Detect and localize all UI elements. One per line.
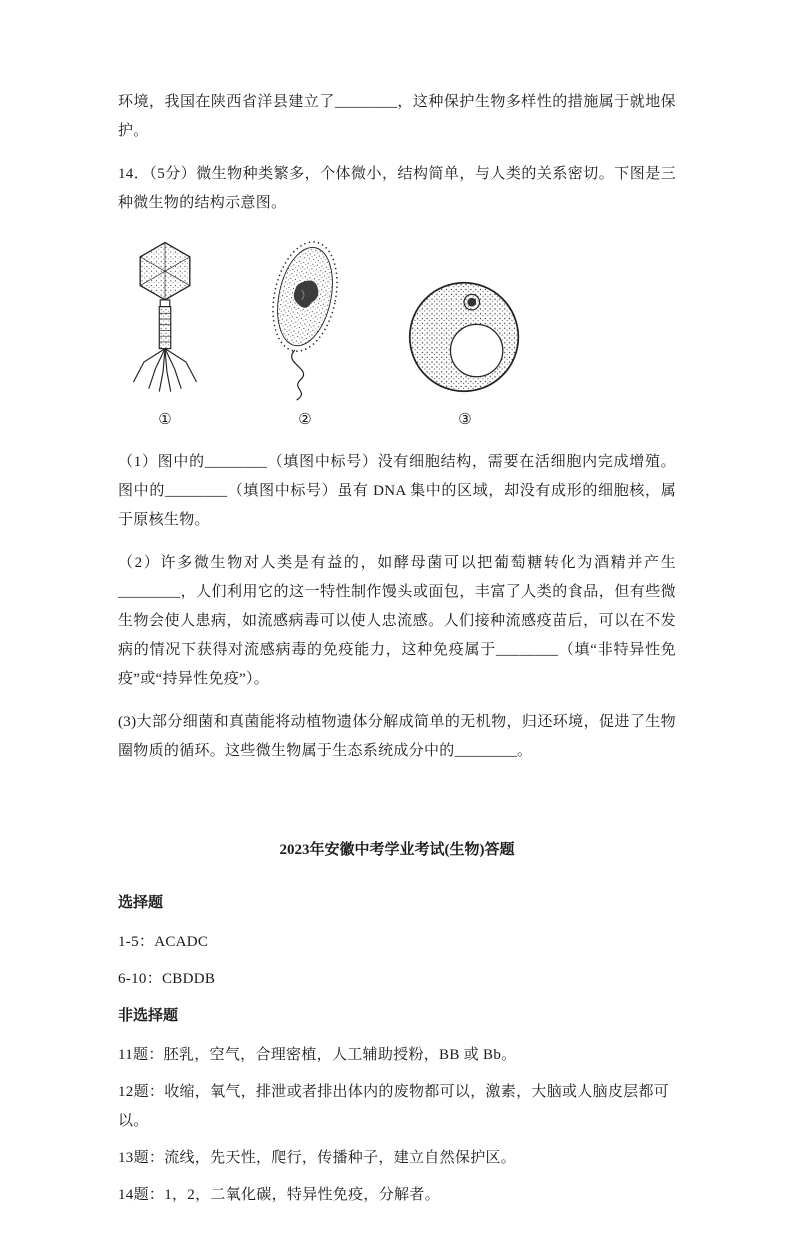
answer-line-13: 13题：流线，先天性，爬行，传播种子，建立自然保护区。 xyxy=(118,1150,517,1166)
question-14-part-2: （2）许多微生物对人类是有益的，如酵母菌可以把葡萄糖转化为酒精并产生________，人们利用它的这一特性制作馒头或面包，丰富了人类的食品，但有些微生物会使人患病，如流感病毒可以使人忠流感。人们接种流感疫苗后，可以在不发病的情况下获得对流感病毒的免疫能力，这种免疫属于________（填“非特异性免疫”或“持异性免疫”）。 xyxy=(118,555,676,687)
non-choice-questions-heading: 非选择题 xyxy=(118,1008,179,1024)
choice-questions-heading: 选择题 xyxy=(118,895,164,911)
answer-section xyxy=(118,836,676,1210)
answer-line-14: 14题：1，2，二氧化碳，特异性免疫，分解者。 xyxy=(118,1187,440,1203)
bacterium-illustration xyxy=(254,230,356,402)
figure-label-2: ② xyxy=(298,412,312,428)
choice-answers-1-5: 1-5：ACADC xyxy=(118,934,209,950)
bacterium-figure xyxy=(254,230,356,430)
yeast-cell-illustration xyxy=(402,274,528,402)
question-14-stem: 14．（5分）微生物种类繁多，个体微小，结构简单，与人类的关系密切。下图是三种微生物的结构示意图。 xyxy=(118,166,676,211)
question-14-part-1: （1）图中的________（填图中标号）没有细胞结构，需要在活细胞内完成增殖。图中的________（填图中标号）虽有 DNA 集中的区域，却没有成形的细胞核，属于原核生物。 xyxy=(118,454,676,528)
phage-figure xyxy=(122,236,208,430)
question-14-part-3: (3)大部分细菌和真菌能将动植物遗体分解成简单的无机物，归还环境，促进了生物圈物质的循环。这些微生物属于生态系统成分中的________。 xyxy=(118,714,676,759)
cell-figure xyxy=(402,274,528,430)
bacteriophage-illustration xyxy=(122,236,208,402)
choice-answers-6-10: 6-10：CBDDB xyxy=(118,971,216,987)
figure-label-3: ③ xyxy=(458,412,472,428)
answer-section-title: 2023年安徽中考学业考试(生物)答题 xyxy=(279,842,515,858)
answer-line-12: 12题：收缩，氧气，排泄或者排出体内的废物都可以，激素，大脑或人脑皮层都可以。 xyxy=(118,1084,670,1129)
microorganisms-figure xyxy=(122,230,676,430)
answer-line-11: 11题：胚乳，空气，合理密植，人工辅助授粉，BB 或 Bb。 xyxy=(118,1047,517,1063)
figure-label-1: ① xyxy=(158,412,172,428)
continuation-text: 环境，我国在陕西省洋县建立了________，这种保护生物多样性的措施属于就地保护。 xyxy=(118,94,676,139)
